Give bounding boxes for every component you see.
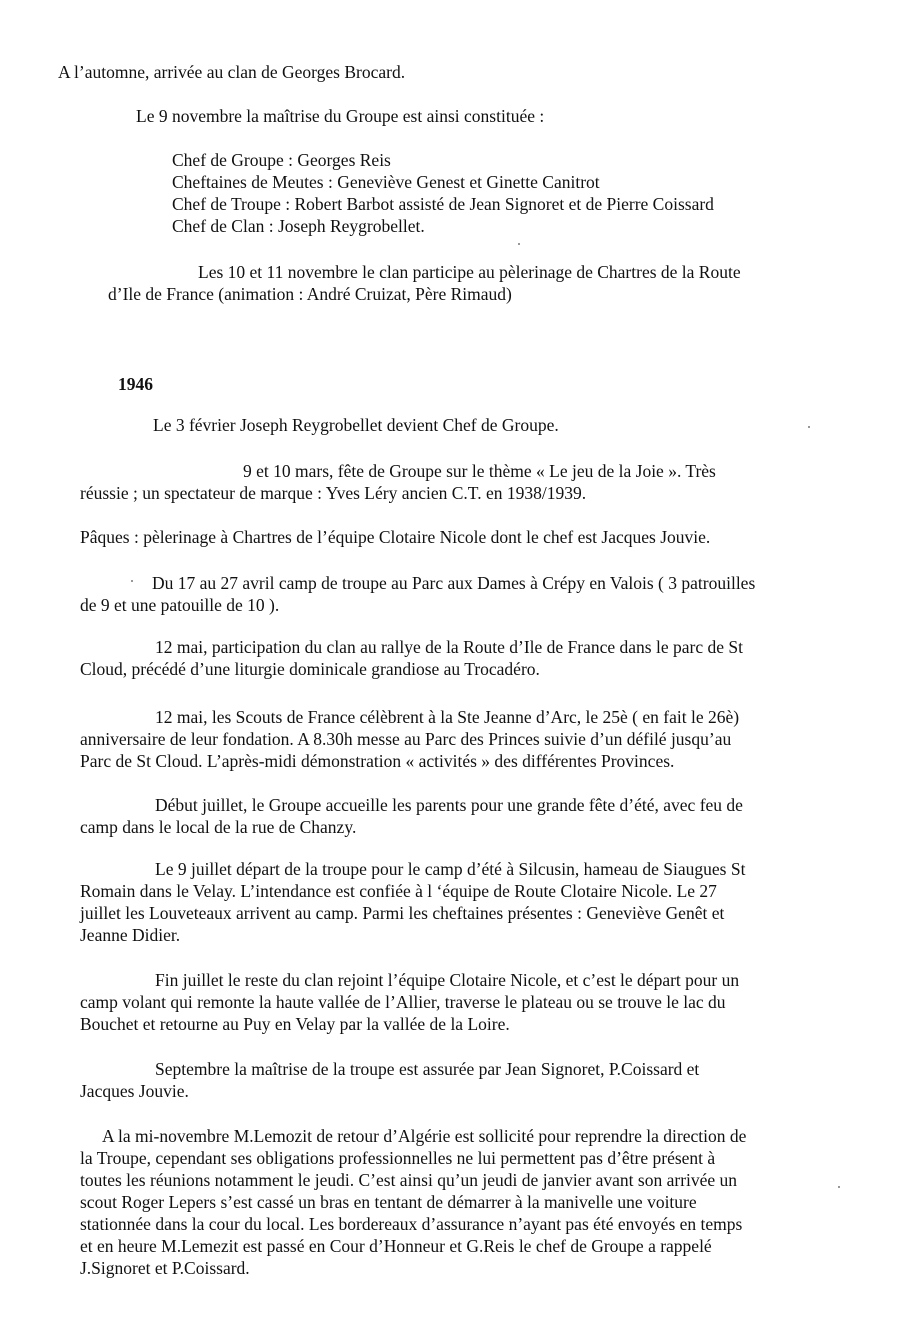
maitrise-line: Cheftaines de Meutes : Geneviève Genest et Ginette Canitrot [172, 172, 600, 192]
paragraph-line: de 9 et une patouille de 10 ). [80, 595, 280, 615]
paragraph-line: toutes les réunions notamment le jeudi. C’est ainsi qu’un jeudi de janvier avant son arrivée un [80, 1170, 738, 1190]
paragraph-line: Septembre la maîtrise de la troupe est assurée par Jean Signoret, P.Coissard et [155, 1059, 700, 1079]
paragraph-line: Le 9 juillet départ de la troupe pour le camp d’été à Silcusin, hameau de Siaugues St [155, 859, 746, 879]
paragraph-line: Le 3 février Joseph Reygrobellet devient Chef de Groupe. [153, 415, 559, 435]
paragraph-line: stationnée dans la cour du local. Les bordereaux d’assurance n’ayant pas été envoyés en temps [80, 1214, 743, 1234]
paragraph-line: réussie ; un spectateur de marque : Yves Léry ancien C.T. en 1938/1939. [80, 483, 587, 503]
paragraph-line: 12 mai, les Scouts de France célèbrent à la Ste Jeanne d’Arc, le 25è ( en fait le 26è) [155, 707, 740, 727]
scan-speck [518, 243, 520, 245]
paragraph-line: Pâques : pèlerinage à Chartres de l’équipe Clotaire Nicole dont le chef est Jacques Jouvie. [80, 527, 711, 547]
paragraph-line: Romain dans le Velay. L’intendance est confiée à l ‘équipe de Route Clotaire Nicole. Le 27 [80, 881, 717, 901]
paragraph-line: Jacques Jouvie. [80, 1081, 189, 1101]
scan-speck [838, 1186, 840, 1188]
paragraph-line: 9 et 10 mars, fête de Groupe sur le thème « Le jeu de la Joie ». Très [243, 461, 716, 481]
maitrise-line: Chef de Clan : Joseph Reygrobellet. [172, 216, 425, 236]
paragraph-line: la Troupe, cependant ses obligations professionnelles ne lui permettent pas d’être présent à [80, 1148, 716, 1168]
paragraph-line: et en heure M.Lemezit est passé en Cour d’Honneur et G.Reis le chef de Groupe a rappelé [80, 1236, 712, 1256]
scan-speck [808, 426, 810, 428]
paragraph-line: Bouchet et retourne au Puy en Velay par la vallée de la Loire. [80, 1014, 510, 1034]
paragraph-line: Jeanne Didier. [80, 925, 181, 945]
maitrise-line: Chef de Troupe : Robert Barbot assisté de Jean Signoret et de Pierre Coissard [172, 194, 714, 214]
paragraph-line: Parc de St Cloud. L’après-midi démonstration « activités » des différentes Provinces. [80, 751, 675, 771]
pelerinage-line: Les 10 et 11 novembre le clan participe au pèlerinage de Chartres de la Route [198, 262, 741, 282]
paragraph-line: A la mi-novembre M.Lemozit de retour d’Algérie est sollicité pour reprendre la direction de [102, 1126, 747, 1146]
paragraph-line: camp dans le local de la rue de Chanzy. [80, 817, 357, 837]
maitrise-intro: Le 9 novembre la maîtrise du Groupe est ainsi constituée : [136, 106, 545, 126]
paragraph-line: anniversaire de leur fondation. A 8.30h messe au Parc des Princes suivie d’un défilé jusqu’au [80, 729, 732, 749]
paragraph-line: Fin juillet le reste du clan rejoint l’équipe Clotaire Nicole, et c’est le départ pour un [155, 970, 740, 990]
paragraph-line: scout Roger Lepers s’est cassé un bras en tentant de démarrer à la manivelle une voiture [80, 1192, 697, 1212]
intro-line: A l’automne, arrivée au clan de Georges Brocard. [58, 62, 406, 82]
year-heading: 1946 [118, 374, 153, 394]
paragraph-line: 12 mai, participation du clan au rallye de la Route d’Ile de France dans le parc de St [155, 637, 743, 657]
pelerinage-line: d’Ile de France (animation : André Cruizat, Père Rimaud) [108, 284, 512, 304]
paragraph-line: J.Signoret et P.Coissard. [80, 1258, 250, 1278]
paragraph-line: juillet les Louveteaux arrivent au camp. Parmi les cheftaines présentes : Geneviève Genêt et [80, 903, 725, 923]
paragraph-line: Du 17 au 27 avril camp de troupe au Parc aux Dames à Crépy en Valois ( 3 patrouilles [152, 573, 756, 593]
maitrise-line: Chef de Groupe : Georges Reis [172, 150, 391, 170]
paragraph-line: camp volant qui remonte la haute vallée de l’Allier, traverse le plateau ou se trouve le lac du [80, 992, 726, 1012]
paragraph-line: Début juillet, le Groupe accueille les parents pour une grande fête d’été, avec feu de [155, 795, 743, 815]
paragraph-line: Cloud, précédé d’une liturgie dominicale grandiose au Trocadéro. [80, 659, 540, 679]
scan-speck [131, 580, 133, 582]
